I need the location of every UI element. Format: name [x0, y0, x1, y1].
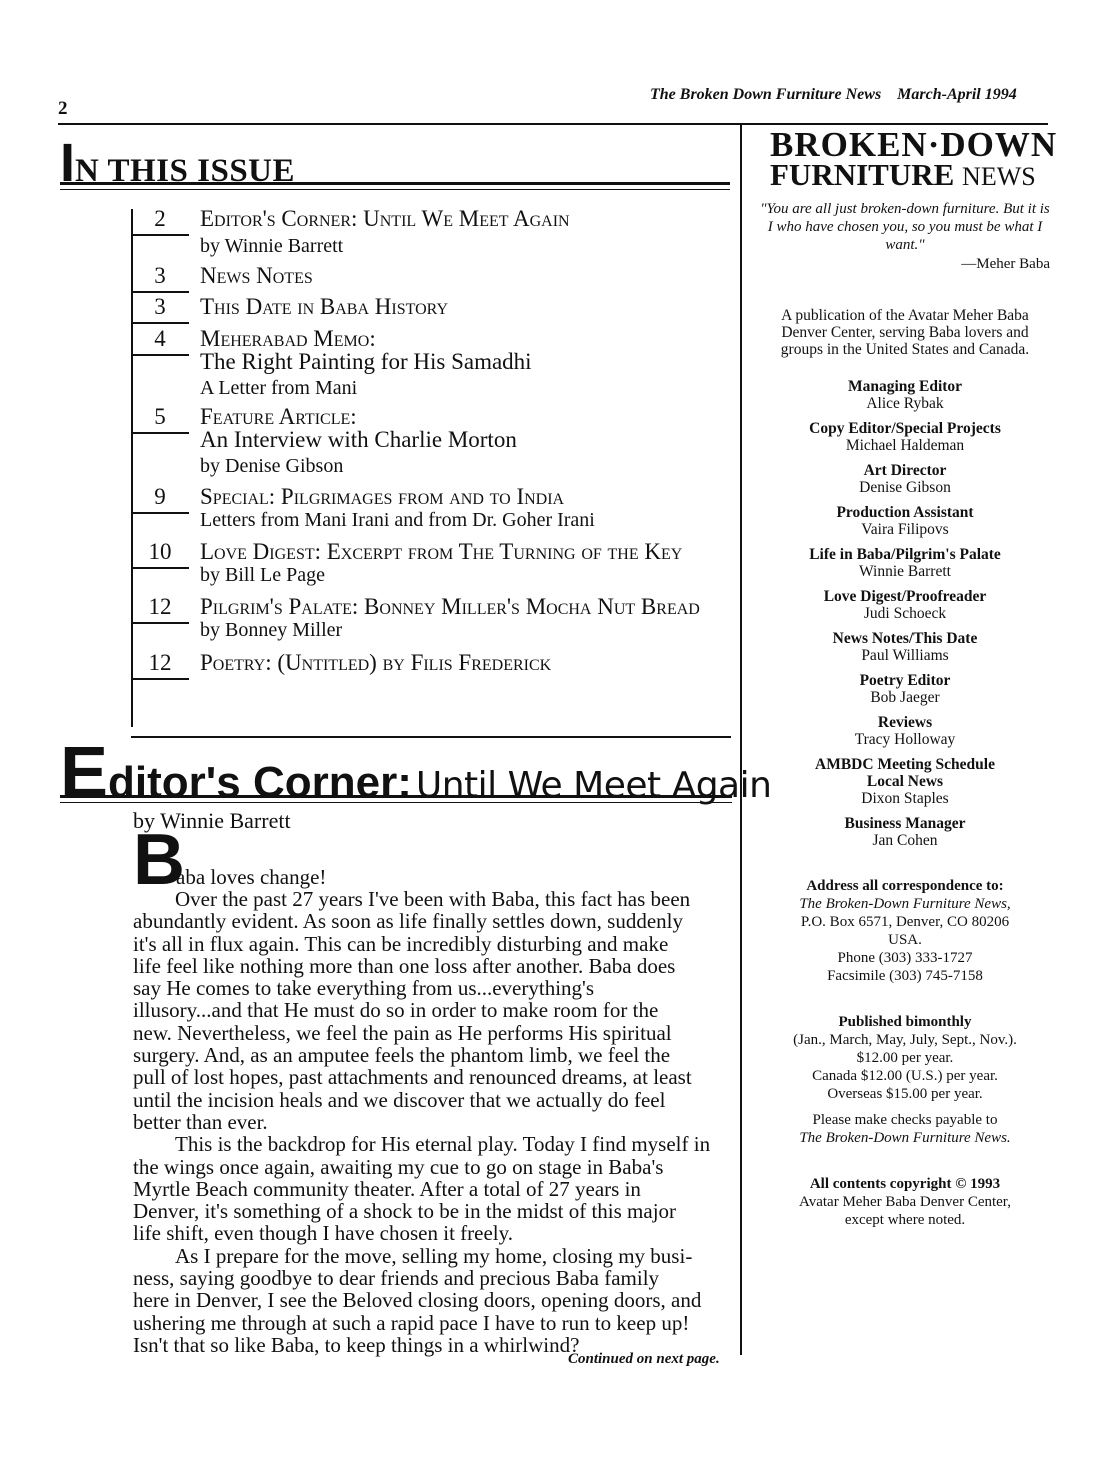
toc-entry-title: News Notes [200, 263, 313, 288]
masthead-sidebar [760, 125, 1058, 1229]
published-line: Overseas $15.00 per year. [827, 1086, 983, 1102]
text-line: the wings once again, awaiting my cue to go on stage in Baba's [133, 1154, 664, 1179]
staff-name: Alice Rybak [866, 395, 944, 412]
logo-line-1: BROKEN·DOWN [770, 125, 1058, 164]
article-opening: aba loves change! [176, 865, 327, 889]
text-line: As I prepare for the move, selling my home, closing my busi- [175, 1243, 693, 1268]
fax-line: Facsimile (303) 745-7158 [827, 968, 983, 984]
copyright-line: Avatar Meher Baba Denver Center, [799, 1194, 1011, 1210]
checks-name: The Broken-Down Furniture News. [799, 1130, 1011, 1146]
running-header [650, 86, 1017, 104]
text-line: surgery. And, as an amputee feels the phantom limb, we feel the [133, 1043, 671, 1068]
toc-heading-initial: I [60, 133, 76, 193]
text-line: pull of lost hopes, past attachments and renounced dreams, at least [133, 1065, 692, 1090]
article-rule-thick [60, 795, 732, 798]
published-heading: Published bimonthly [838, 1014, 972, 1030]
publication-name: The Broken Down Furniture News [650, 86, 882, 103]
text-line: Myrtle Beach community theater. After a total of 27 years in [133, 1176, 641, 1201]
staff-list [760, 378, 1050, 849]
logo-line-2: FURNITURE [770, 157, 955, 192]
toc-rule-thin [60, 189, 730, 190]
staff-item [760, 462, 1050, 496]
copyright-line: except where noted. [844, 1212, 966, 1228]
copyright-line: All contents copyright © 1993 [809, 1176, 1001, 1192]
staff-name: Vaira Filipovs [861, 521, 949, 538]
article-paragraph [133, 888, 733, 1133]
continued-note: Continued on next page. [568, 1351, 720, 1367]
article-heading-word: ditor's Corner: [108, 758, 412, 807]
staff-role: News Notes/This Date [832, 630, 978, 647]
staff-item [760, 815, 1050, 849]
text-line: new. Nevertheless, we feel the pain as He performs His spiritual [133, 1020, 672, 1045]
toc-entry-line: by Bonney Miller [200, 619, 343, 641]
toc-heading-rest: N THIS ISSUE [75, 153, 296, 189]
text-line: abundantly evident. As soon as life finally settles down, suddenly [133, 909, 683, 934]
page-number: 2 [58, 98, 68, 119]
staff-role: AMBDC Meeting Schedule [815, 756, 995, 773]
toc-entry-line: by Denise Gibson [200, 455, 344, 477]
text-line: Denver, it's something of a shock to be in the midst of this major [133, 1199, 677, 1224]
staff-item [760, 378, 1050, 412]
published-line: Canada $12.00 (U.S.) per year. [812, 1068, 998, 1084]
staff-role: Life in Baba/Pilgrim's Palate [809, 546, 1001, 563]
staff-item [760, 588, 1050, 622]
toc-entry-line: by Winnie Barrett [200, 235, 344, 257]
toc-entry-line: An Interview with Charlie Morton [200, 427, 517, 452]
toc-entry-title: Special: Pilgrimages from and to India [200, 484, 565, 509]
staff-item [760, 420, 1050, 454]
staff-name: Judi Schoeck [863, 605, 947, 622]
staff-role-secondary: Local News [866, 773, 944, 790]
staff-role: Production Assistant [836, 504, 974, 521]
toc-entry-title: Feature Article: [200, 404, 357, 429]
text-line: here in Denver, I see the Beloved closing doors, opening doors, and [133, 1288, 702, 1313]
text-line: Isn't that so like Baba, to keep things in a whirlwind? [133, 1332, 580, 1357]
article-body [133, 888, 733, 1356]
staff-item [760, 546, 1050, 580]
toc-page-number: 5 [131, 404, 189, 434]
epigraph: "You are all just broken-down furniture. But it is I who have chosen you, so you must be what I want." [760, 201, 1050, 253]
toc-entry-title: Poetry: (Untitled) by Filis Frederick [200, 650, 552, 675]
staff-name: Dixon Staples [861, 790, 949, 807]
text-line: Over the past 27 years I've been with Baba, this fact has been [175, 887, 691, 911]
toc-entry-title: Love Digest: Excerpt from The Turning of the Key [200, 539, 683, 564]
phone-line: Phone (303) 333-1727 [837, 950, 973, 966]
toc-page-number: 12 [131, 650, 189, 680]
staff-role: Art Director [863, 462, 947, 479]
article-rule-thin [60, 802, 732, 803]
article-paragraph [133, 1245, 733, 1356]
staff-item [760, 672, 1050, 706]
subscription-block [760, 1013, 1050, 1147]
text-line: This is the backdrop for His eternal play. Today I find myself in [175, 1132, 711, 1157]
staff-name: Michael Haldeman [845, 437, 965, 454]
address-block [760, 877, 1050, 985]
toc-entry-line: A Letter from Mani [200, 377, 358, 399]
staff-name: Denise Gibson [859, 479, 951, 496]
toc-rule-thick [60, 182, 730, 185]
toc-entry-line: Letters from Mani Irani and from Dr. Goher Irani [200, 509, 595, 531]
toc-page-number: 10 [131, 539, 189, 569]
toc-page-number: 3 [131, 294, 189, 324]
masthead-logo [760, 125, 1058, 192]
toc-entry-title: Editor's Corner: Until We Meet Again [200, 206, 570, 231]
toc-page-number: 3 [131, 263, 189, 293]
article-heading-subtitle: Until We Meet Again [415, 765, 772, 806]
checks-line: Please make checks payable to [812, 1112, 998, 1128]
text-line: ushering me through at such a rapid pace I have to run to keep up! [133, 1310, 690, 1335]
staff-role: Reviews [877, 714, 933, 731]
article-heading-initial: E [60, 733, 109, 813]
text-line: life shift, even though I have chosen it freely. [133, 1221, 514, 1246]
copyright-block [760, 1175, 1050, 1229]
text-line: illusory...and that He must do so in order to make room for the [133, 998, 659, 1023]
staff-item [760, 630, 1050, 664]
address-name: The Broken-Down Furniture News, [799, 896, 1011, 912]
text-line: ness, saying goodbye to dear friends and precious Baba family [133, 1266, 660, 1291]
toc-page-number: 9 [131, 484, 189, 514]
staff-name: Jan Cohen [872, 832, 938, 849]
published-line: $12.00 per year. [856, 1050, 954, 1066]
published-line: (Jan., March, May, July, Sept., Nov.). [793, 1032, 1017, 1048]
drop-cap: B [133, 820, 185, 900]
mission-statement: A publication of the Avatar Meher Baba Denver Center, serving Baba lovers and groups in the United States and Canada. [780, 307, 1030, 358]
toc-entry-line: The Right Painting for His Samadhi [200, 349, 532, 374]
toc-entry-line: by Bill Le Page [200, 564, 325, 586]
text-line: until the incision heals and we discover that we actually do feel [133, 1087, 666, 1112]
address-line: USA. [888, 932, 922, 948]
address-heading: Address all correspondence to: [806, 878, 1004, 894]
staff-name: Winnie Barrett [859, 563, 951, 580]
article-paragraph [133, 1133, 733, 1244]
staff-item [760, 714, 1050, 748]
staff-role: Business Manager [844, 815, 966, 832]
staff-role: Managing Editor [847, 378, 963, 395]
staff-item [760, 756, 1050, 807]
article-byline: by Winnie Barrett [133, 808, 291, 833]
epigraph-attribution: —Meher Baba [961, 256, 1050, 272]
toc-entry-title: Pilgrim's Palate: Bonney Miller's Mocha Nut Bread [200, 594, 700, 619]
text-line: better than ever. [133, 1109, 268, 1134]
text-line: life feel like nothing more than one loss after another. Baba does [133, 953, 676, 978]
issue-date: March-April 1994 [897, 86, 1017, 103]
toc-page-number: 2 [131, 206, 189, 236]
sidebar-rule [740, 123, 742, 1355]
staff-item [760, 504, 1050, 538]
staff-role: Love Digest/Proofreader [823, 588, 987, 605]
staff-name: Bob Jaeger [870, 689, 940, 706]
toc-entry-title: This Date in Baba History [200, 294, 448, 319]
staff-role: Poetry Editor [859, 672, 951, 689]
toc-entry-title: Meherabad Memo: [200, 326, 376, 351]
text-line: it's all in flux again. This can be incredibly disturbing and make [133, 931, 669, 956]
logo-news: NEWS [962, 162, 1036, 191]
toc-page-number: 4 [131, 326, 189, 356]
staff-role: Copy Editor/Special Projects [809, 420, 1001, 437]
address-line: P.O. Box 6571, Denver, CO 80206 [800, 914, 1010, 930]
staff-name: Tracy Holloway [854, 731, 956, 748]
text-line: say He comes to take everything from us...everything's [133, 976, 594, 1001]
toc-page-number: 12 [131, 594, 189, 624]
staff-name: Paul Williams [861, 647, 949, 664]
